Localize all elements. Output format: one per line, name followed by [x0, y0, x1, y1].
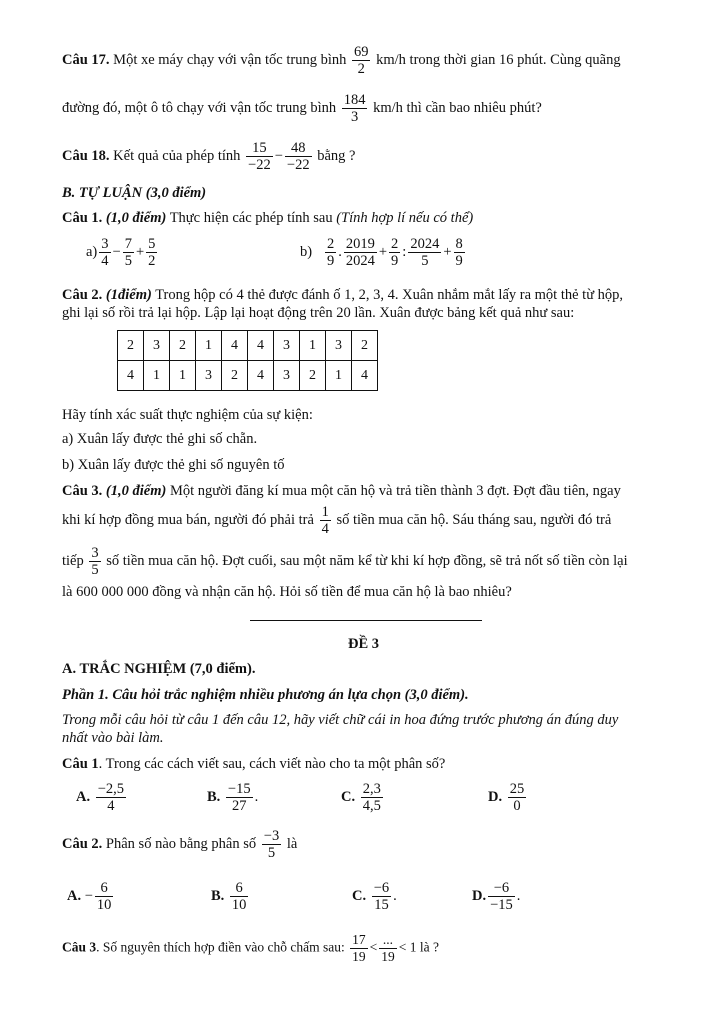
c1-question: Câu 1. Trong các cách viết sau, cách viết nào cho ta một phân số?: [62, 756, 446, 772]
instructions-2: nhất vào bài làm.: [62, 730, 164, 746]
results-table: [117, 330, 378, 391]
b3-line3: tiếp $\frac{3}{5}$ số tiền mua căn hộ. Đợt cuối, sau một năm kể từ khi kí hợp đồng, sẽ trả nốt số tiền còn lại: [62, 545, 628, 578]
q17-line2: đường đó, một ô tô chạy với vận tốc trung bình $\frac{184}{3}$ km/h thì cần bao nhiêu phút?: [62, 92, 542, 125]
b1-part-b: b) $\frac{2}{9}$ . $\frac{2019}{2024}$ + $\frac{2}{9}$ : $\frac{2024}{5}$ + $\frac{8}{9}$: [300, 236, 463, 269]
q18-fraction-1: $\frac{15}{-22}$: [248, 140, 271, 173]
c1-option-a: A. $\frac{-2,5}{4}$: [76, 781, 125, 814]
table-row: 2 3 2 1 4 4 3 1 3 2: [118, 331, 378, 361]
phan1-title: Phần 1. Câu hỏi trắc nghiệm nhiều phương án lựa chọn (3,0 điểm).: [62, 687, 469, 703]
c1-option-b: B. $\frac{-15}{27}$ .: [207, 781, 259, 814]
q17-line1: Câu 17. Một xe máy chạy với vận tốc trung bình $\frac{69}{2}$ km/h trong thời gian 16 phút. Cùng quãng: [62, 44, 621, 77]
c3-question: Câu 3. Số nguyên thích hợp điền vào chỗ chấm sau: $\frac{17}{19}$ < $\frac{...}{19}$ < 1 là ?: [62, 932, 439, 964]
q18-label: Câu 18.: [62, 147, 110, 164]
b1-header: Câu 1. (1,0 điểm) Thực hiện các phép tính sau (Tính hợp lí nếu có thể): [62, 210, 474, 226]
c2-option-b: B. $\frac{6}{10}$: [211, 880, 247, 913]
b3-line4: là 600 000 000 đồng và nhận căn hộ. Hỏi số tiền để mua căn hộ là bao nhiêu?: [62, 584, 512, 600]
exam-title: ĐỀ 3: [348, 636, 380, 652]
c1-option-c: C. $\frac{2,3}{4,5}$: [341, 781, 381, 814]
b1-part-a: a) $\frac{3}{4}$ − $\frac{7}{5}$ + $\frac{5}{2}$: [86, 236, 156, 269]
c2-option-d: D. $\frac{-6}{-15}$ .: [472, 880, 521, 913]
part-b-title: B. TỰ LUẬN (3,0 điểm): [62, 185, 207, 201]
q17-label: Câu 17.: [62, 51, 110, 68]
q18-fraction-2: $\frac{48}{-22}$: [286, 140, 310, 173]
c2-option-c: C. $\frac{-6}{15}$ .: [352, 880, 397, 913]
b3-line2: khi kí hợp đồng mua bán, người đó phải trả $\frac{1}{4}$ số tiền mua căn hộ. Sáu tháng sau, người đó trả: [62, 504, 612, 537]
part-a-title: A. TRẮC NGHIỆM (7,0 điểm).: [62, 661, 256, 677]
instructions-1: Trong mỗi câu hỏi từ câu 1 đến câu 12, hãy viết chữ cái in hoa đứng trước phương án đúng duy: [62, 712, 619, 728]
b2-line1: Câu 2. (1điểm) Trong hộp có 4 thẻ được đánh ố 1, 2, 3, 4. Xuân nhắm mắt lấy ra một thẻ từ hộp,: [62, 287, 624, 303]
q17-fraction-2: $\frac{184}{3}$: [343, 92, 366, 125]
c1-option-d: D. $\frac{25}{0}$: [488, 781, 525, 814]
q17-fraction-1: $\frac{69}{2}$: [353, 44, 369, 77]
table-row: 4 1 1 3 2 4 3 2 1 4: [118, 361, 378, 391]
c2-option-a: A. − $\frac{6}{10}$: [67, 880, 112, 913]
c2-question: Câu 2. Phân số nào bằng phân số $\frac{-3}{5}$ là: [62, 828, 298, 861]
b2-question: Hãy tính xác suất thực nghiệm của sự kiện:: [62, 407, 313, 423]
b2-line2: ghi lại số rồi trả lại hộp. Lập lại hoạt động trên 20 lần. Xuân được bảng kết quả như sau:: [62, 305, 575, 321]
b2-a: a) Xuân lấy được thẻ ghi số chẵn.: [62, 431, 258, 447]
b3-line1: Câu 3. (1,0 điểm) Một người đăng kí mua một căn hộ và trả tiền thành 3 đợt. Đợt đầu tiên, ngay: [62, 483, 621, 499]
q18-line: Câu 18. Kết quả của phép tính $\frac{15}{-22}$ − $\frac{48}{-22}$ bằng ?: [62, 140, 356, 173]
b2-b: b) Xuân lấy được thẻ ghi số nguyên tố: [62, 457, 285, 473]
section-divider: [250, 620, 482, 621]
